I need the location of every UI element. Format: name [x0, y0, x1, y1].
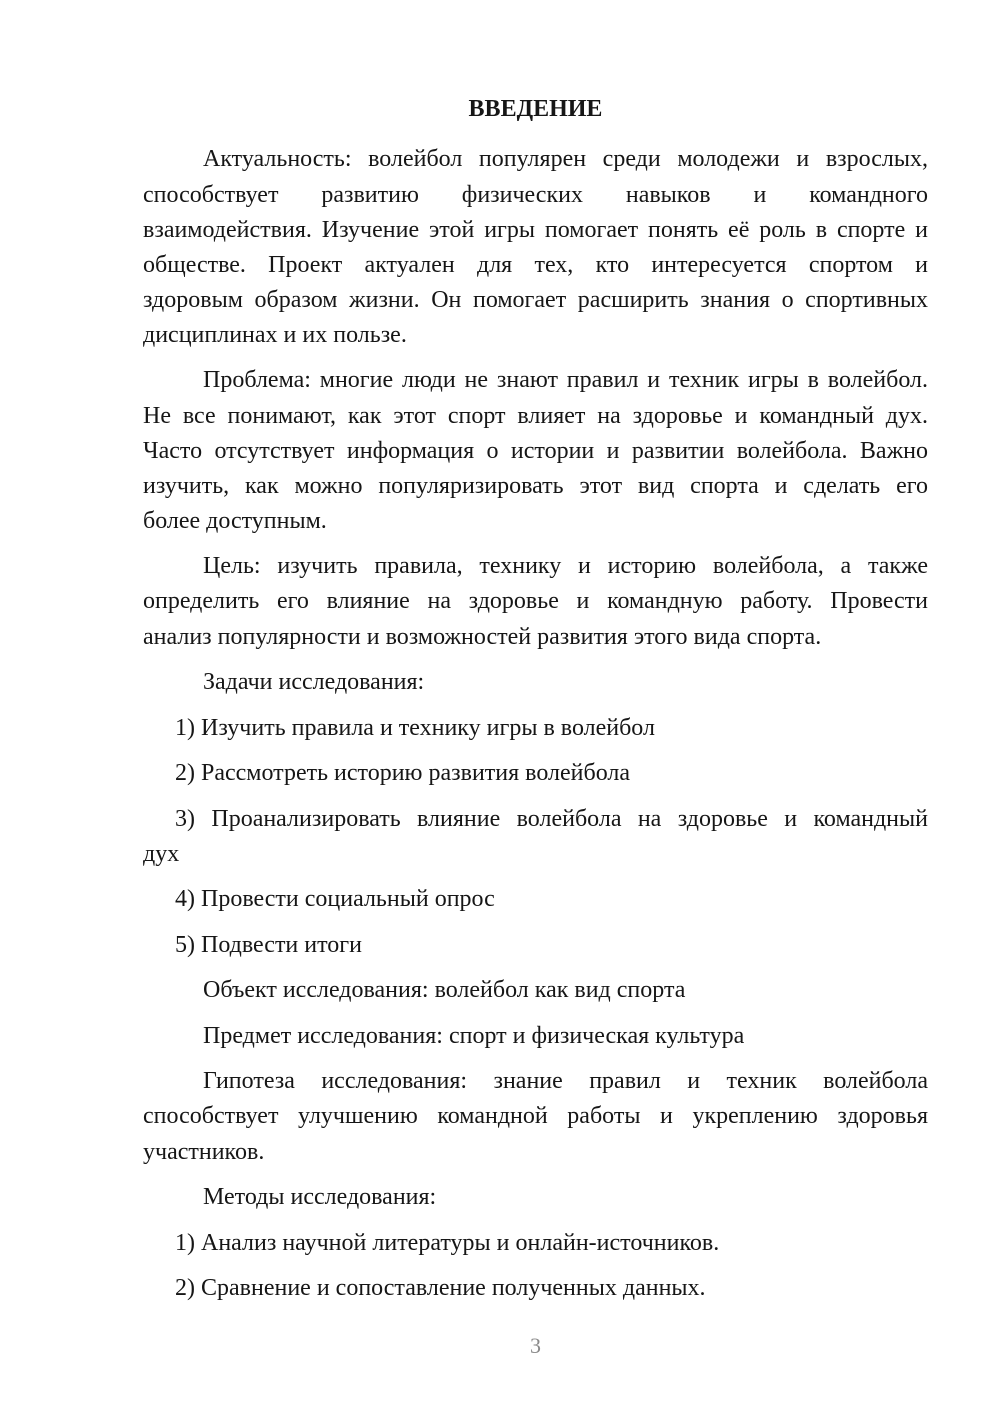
task-item: [143, 802, 928, 872]
subject-line: Предмет исследования: спорт и физическая культура: [203, 1022, 745, 1049]
problem-line: Проблема: многие люди не знают правил и техник игры в волейбол.: [203, 367, 928, 394]
goal-line: анализ популярности и возможностей развития этого вида спорта.: [143, 623, 822, 650]
relevance-line: способствует развитию физических навыков и командного: [143, 181, 928, 208]
method-item-line: 2) Сравнение и сопоставление полученных данных.: [175, 1275, 706, 1302]
relevance-line: взаимодействия. Изучение этой игры помогает понять её роль в спорте и: [143, 216, 928, 243]
task-item-line: 3) Проанализировать влияние волейбола на здоровье и командный: [175, 805, 928, 832]
problem-line: более доступным.: [143, 507, 327, 534]
task-item-line: 1) Изучить правила и технику игры в волейбол: [175, 714, 655, 741]
section-title: ВВЕДЕНИЕ: [468, 96, 603, 123]
method-item: [143, 1226, 928, 1261]
object-line: Объект исследования: волейбол как вид спорта: [203, 977, 686, 1004]
task-item-line: 5) Подвести итоги: [175, 931, 362, 958]
tasks-heading: [143, 665, 928, 700]
problem-line: изучить, как можно популяризировать этот вид спорта и сделать его: [143, 472, 928, 499]
task-item-line: 4) Провести социальный опрос: [175, 886, 495, 913]
goal-line: Цель: изучить правила, технику и историю волейбола, а также: [203, 553, 928, 580]
relevance-line: дисциплинах и их пользе.: [143, 321, 407, 348]
task-item: [143, 711, 928, 746]
task-item: [143, 928, 928, 963]
method-item-line: 1) Анализ научной литературы и онлайн-источников.: [175, 1229, 720, 1256]
relevance-line: здоровым образом жизни. Он помогает расширить знания о спортивных: [143, 286, 928, 313]
method-item: [143, 1271, 928, 1306]
relevance-line: обществе. Проект актуален для тех, кто интересуется спортом и: [143, 251, 928, 278]
hypothesis-line: участников.: [143, 1138, 265, 1165]
relevance-paragraph: [143, 142, 928, 353]
task-item-line: 2) Рассмотреть историю развития волейбола: [175, 760, 631, 787]
task-item: [143, 882, 928, 917]
goal-paragraph: [143, 549, 928, 654]
tasks-heading-text: Задачи исследования:: [203, 669, 425, 696]
methods-heading-text: Методы исследования:: [203, 1184, 437, 1211]
document-page: [143, 92, 928, 1316]
problem-line: Часто отсутствует информация о истории и развитии волейбола. Важно: [143, 437, 928, 464]
methods-heading: [143, 1180, 928, 1215]
problem-line: Не все понимают, как этот спорт влияет на здоровье и командный дух.: [143, 402, 928, 429]
goal-line: определить его влияние на здоровье и командную работу. Провести: [143, 588, 928, 615]
hypothesis-line: способствует улучшению командной работы и укреплению здоровья: [143, 1103, 928, 1130]
object-paragraph: [143, 973, 928, 1008]
subject-paragraph: [143, 1019, 928, 1054]
problem-paragraph: [143, 363, 928, 538]
task-item: [143, 756, 928, 791]
task-item-line: дух: [143, 840, 180, 867]
hypothesis-line: Гипотеза исследования: знание правил и техник волейбола: [203, 1068, 928, 1095]
page-number: 3: [530, 1333, 541, 1358]
relevance-line: Актуальность: волейбол популярен среди молодежи и взрослых,: [203, 146, 928, 173]
hypothesis-paragraph: [143, 1064, 928, 1169]
